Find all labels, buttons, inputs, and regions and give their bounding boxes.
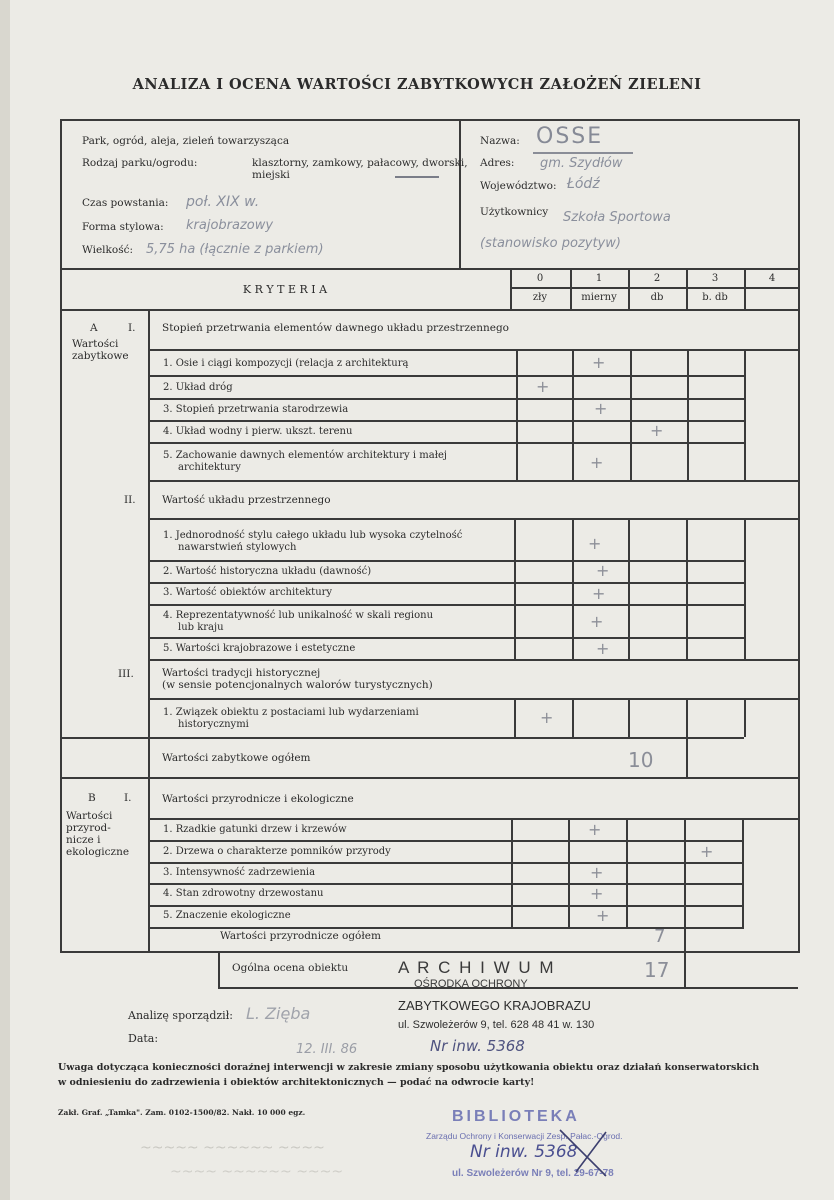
adres-label: Adres: [480,157,515,169]
criterion-a2-5: 5. Wartości krajobrazowe i estetyczne [163,643,356,654]
group-b1-title: Wartości przyrodnicze i ekologiczne [162,793,354,805]
score-col-0-num: 0 [536,273,544,284]
mark-a3-1: + [540,708,554,727]
criterion-b-1: 1. Rzadkie gatunki drzew i krzewów [163,824,347,835]
mark-a2-1: + [588,534,602,553]
rodzaj-options-2: miejski [252,169,290,181]
section-a-roman-2: II. [124,494,136,506]
wojewodztwo-label: Województwo: [480,180,557,192]
kryteria-label: K R Y T E R I A [242,283,328,296]
czas-label: Czas powstania: [82,197,169,209]
section-b-roman: I. [124,792,132,804]
section-b-name-2: przyrod- [66,822,111,834]
underline-dworski [395,176,439,178]
archive-stamp-line2: OŚRODKA OCHRONY [414,978,528,990]
overall-label: Ogólna ocena obiektu [232,962,349,974]
form-title: ANALIZA I OCENA WARTOŚCI ZABYTKOWYCH ZAŁOŻEŃ ZIELENI [132,76,702,93]
section-b-name-3: nicze i [66,834,101,846]
section-b-name-4: ekologiczne [66,846,130,858]
intervention-note-1: Uwaga dotycząca konieczności doraźnej interwencji w zakresie zmiany sposobu użytkowania obiektu oraz działań konserwatorskich [58,1062,760,1073]
analysis-label: Analizę sporządził: [128,1009,233,1022]
mark-a1-3: + [594,399,608,418]
rodzaj-label: Rodzaj parku/ogrodu: [82,157,198,169]
section-a-roman-3: III. [118,668,134,680]
criterion-b-4: 4. Stan zdrowotny drzewostanu [163,888,324,899]
wielkosc-label: Wielkość: [82,244,134,256]
uzytkownicy-value-2: (stanowisko pozytyw) [480,236,621,251]
wielkosc-value: 5,75 ha (łącznie z parkiem) [146,242,324,257]
score-col-0-label: zły [532,292,548,303]
mark-b-3: + [590,863,604,882]
section-a-roman-1: I. [128,322,136,334]
score-col-1-num: 1 [595,273,603,284]
criterion-a2-3: 3. Wartość obiektów architektury [163,587,333,598]
park-type-label: Park, ogród, aleja, zieleń towarzysząca [82,135,290,147]
mark-b-2: + [700,842,714,861]
section-b-letter: B [88,792,96,804]
criterion-b-5: 5. Znaczenie ekologiczne [163,910,291,921]
section-a-total-label: Wartości zabytkowe ogółem [162,752,311,764]
mark-b-5: + [596,906,610,925]
forma-label: Forma stylowa: [82,221,164,233]
criterion-a2-1: 1. Jednorodność stylu całego układu lub wysoka czytelność [163,530,463,541]
bleed-through-text-2: ~~~~ ~~~~~~ ~~~~ [170,1164,344,1180]
mark-a1-1: + [592,353,606,372]
uzytkownicy-value-1: Szkoła Sportowa [563,210,671,225]
czas-value: poł. XIX w. [186,194,260,210]
date-value: 12. III. 86 [296,1042,358,1057]
criterion-a2-4: 4. Reprezentatywność lub unikalność w skali regionu [163,610,434,621]
criterion-a1-4: 4. Układ wodny i pierw. ukszt. terenu [163,426,353,437]
overall-value: 17 [644,958,670,982]
group-a1-title: Stopień przetrwania elementów dawnego układu przestrzennego [162,322,509,334]
mark-a2-3: + [592,584,606,603]
criterion-b-3: 3. Intensywność zadrzewienia [163,867,316,878]
mark-a2-2: + [596,561,610,580]
criterion-a2-1-cont: nawarstwień stylowych [178,542,297,553]
forma-value: krajobrazowy [186,218,274,233]
section-b-name-1: Wartości [66,810,113,822]
score-col-2-num: 2 [653,273,661,284]
mark-a1-4: + [650,421,664,440]
library-stamp-line4: ul. Szwoleżerów Nr 9, tel. 29-67-78 [452,1168,614,1179]
criterion-a3-1: 1. Związek obiektu z postaciami lub wydarzeniami [163,707,419,718]
bleed-through-text: ~~~~~ ~~~~~~ ~~~~ [140,1140,325,1156]
print-info: Zakł. Graf. „Tamka". Zam. 0102-1500/82. Nakł. 10 000 egz. [58,1108,306,1117]
criterion-a2-4-cont: lub kraju [178,622,224,633]
wojewodztwo-value: Łódź [567,176,600,192]
date-label: Data: [128,1032,159,1045]
score-col-1-label: mierny [581,292,617,303]
page-edge [0,0,10,1200]
score-col-3-label: b. db [702,292,728,303]
library-stamp-inventory: Nr inw. 5368 [470,1142,578,1162]
criterion-b-2: 2. Drzewa o charakterze pomników przyrody [163,846,391,857]
library-stamp-cross-mark [556,1126,616,1180]
score-col-2-label: db [650,292,664,303]
section-a-total-value: 10 [628,748,654,772]
score-col-4-num: 4 [768,273,776,284]
intervention-note-2: w odniesieniu do zadrzewienia i obiektów architektonicznych — podać na odwrocie karty! [58,1077,535,1088]
criterion-a1-3: 3. Stopień przetrwania starodrzewia [163,404,349,415]
criterion-a1-5-cont: architektury [178,462,241,473]
library-stamp-line1: BIBLIOTEKA [452,1108,580,1125]
mark-b-1: + [588,820,602,839]
analysis-value: L. Zięba [246,1004,311,1023]
mark-a1-5: + [590,453,604,472]
criterion-a3-1-cont: historycznymi [178,719,249,730]
mark-a2-5: + [596,639,610,658]
nazwa-label: Nazwa: [480,135,520,147]
adres-value: gm. Szydłów [540,156,623,171]
archive-stamp-line4: ul. Szwoleżerów 9, tel. 628 48 41 w. 130 [398,1019,595,1031]
criterion-a2-2: 2. Wartość historyczna układu (dawność) [163,566,372,577]
mark-b-4: + [590,884,604,903]
library-stamp-line2: Zarządu Ochrony i Konserwacji Zesp. Pałac.-Ogrod. [426,1131,623,1141]
nazwa-value: OSSE [536,124,604,149]
archive-stamp-inventory: Nr inw. 5368 [430,1037,525,1055]
section-a-letter: A [90,322,98,334]
criterion-a1-5: 5. Zachowanie dawnych elementów architektury i małej [163,450,447,461]
archive-stamp-line1: A R C H I W U M [398,958,556,977]
criterion-a1-2: 2. Układ dróg [163,382,233,393]
mark-a1-2: + [536,377,550,396]
section-a-name-2: zabytkowe [72,350,129,362]
criterion-a1-1: 1. Osie i ciągi kompozycji (relacja z architekturą [163,358,409,369]
section-b-total-value: 7 [654,926,666,947]
uzytkownicy-label: Użytkownicy [480,206,549,218]
section-a-name-1: Wartości [72,338,119,350]
archive-stamp-line3: ZABYTKOWEGO KRAJOBRAZU [398,998,591,1013]
rodzaj-options: klasztorny, zamkowy, pałacowy, dworski, [252,157,468,169]
section-b-total-label: Wartości przyrodnicze ogółem [220,930,381,942]
group-a2-title: Wartość układu przestrzennego [162,494,331,506]
mark-a2-4: + [590,612,604,631]
group-a3-title: Wartości tradycji historycznej [162,667,321,679]
group-a3-subtitle: (w sensie potencjonalnych walorów turystycznych) [162,679,433,691]
score-col-3-num: 3 [711,273,719,284]
nazwa-underline [533,152,633,154]
